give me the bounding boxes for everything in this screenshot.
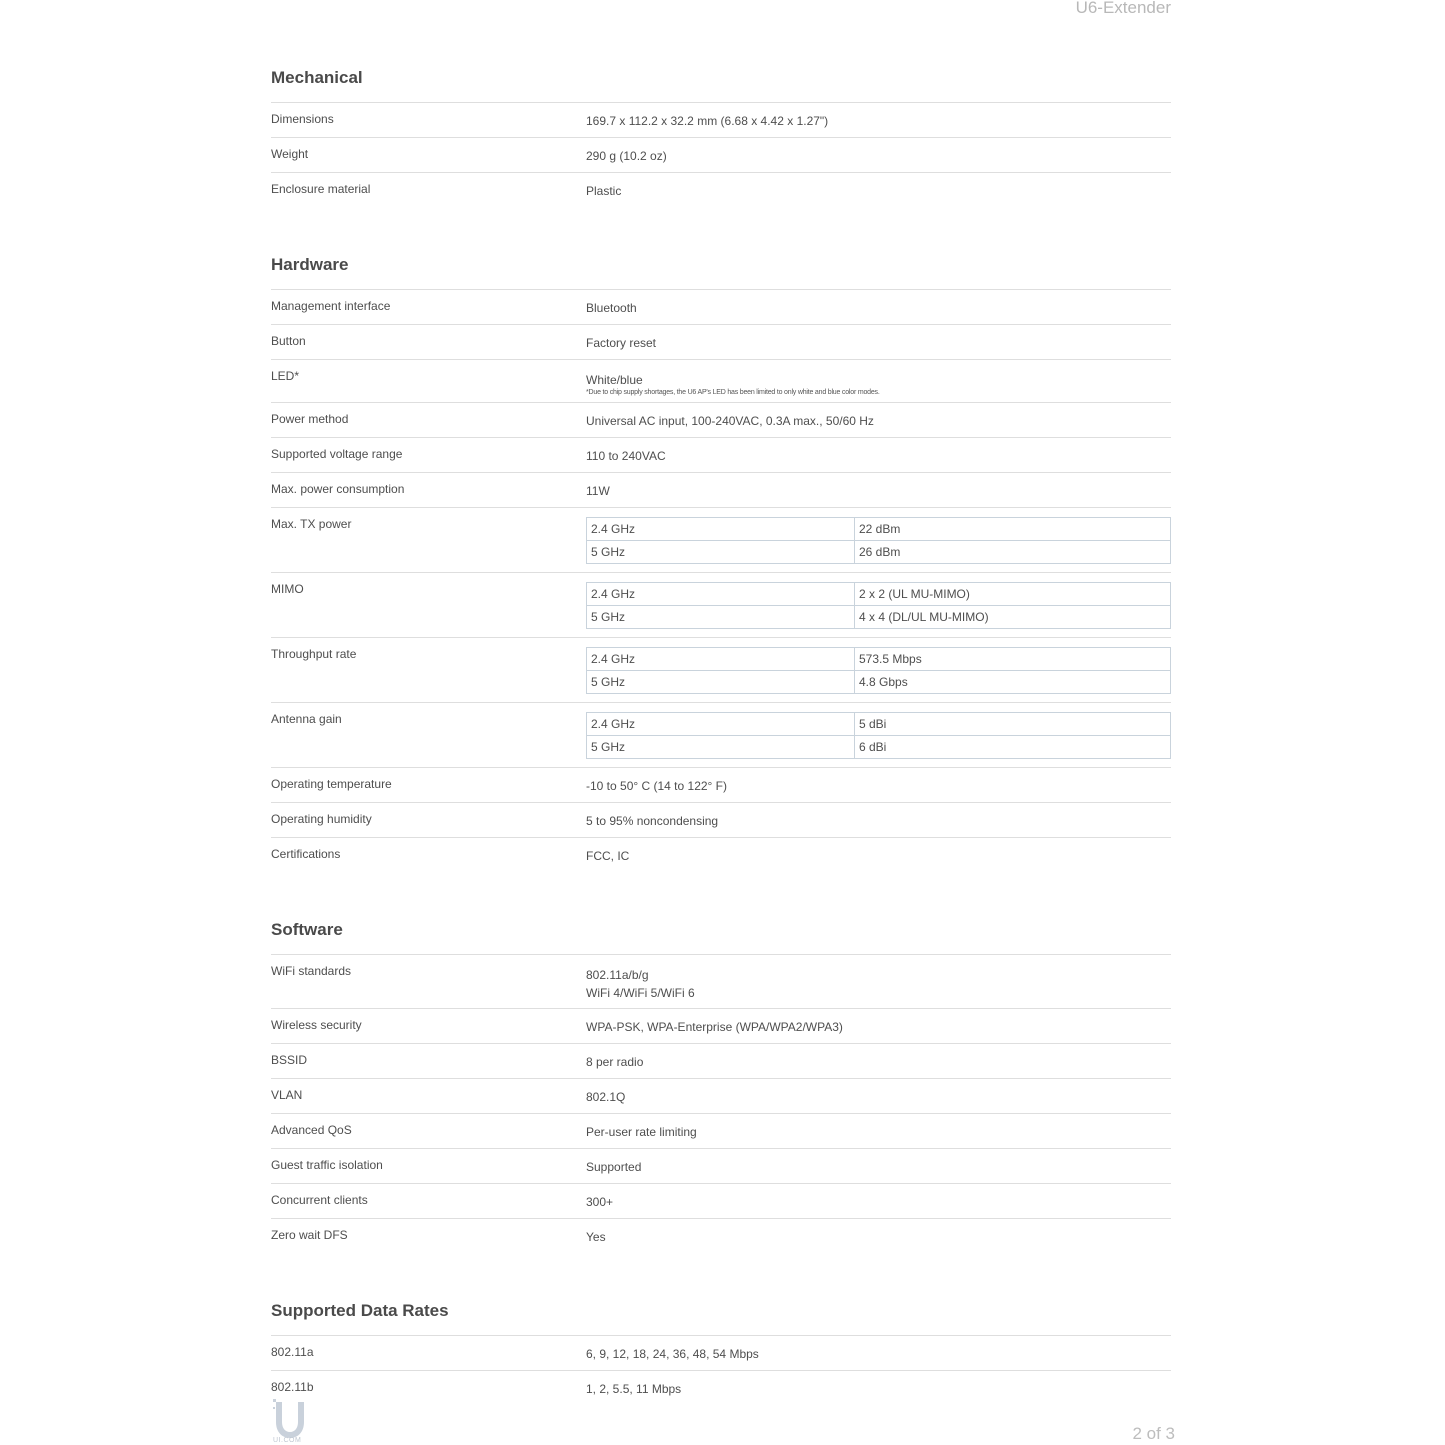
section-title: Mechanical xyxy=(271,62,1171,103)
spec-value: Factory reset xyxy=(586,336,657,350)
band-cell: 2.4 GHz xyxy=(587,583,855,606)
spec-label: Dimensions xyxy=(271,112,334,126)
band-cell: 2.4 GHz xyxy=(587,518,855,541)
band-table xyxy=(586,647,1171,694)
spec-value xyxy=(586,508,1171,572)
spec-label: Supported voltage range xyxy=(271,447,403,461)
spec-value: Per-user rate limiting xyxy=(586,1125,697,1139)
spec-row xyxy=(271,1149,1171,1184)
spec-row xyxy=(271,838,1171,872)
band-value: 26 dBm xyxy=(855,541,1171,564)
wifi-standard-line: 802.11a/b/g xyxy=(586,968,649,982)
band-value: 4 x 4 (DL/UL MU-MIMO) xyxy=(855,606,1171,629)
spec-sheet xyxy=(271,62,1171,1405)
spec-value: Universal AC input, 100-240VAC, 0.3A max., 50/60 Hz xyxy=(586,414,874,428)
led-footnote: *Due to chip supply shortages, the U6 AP's LED has been limited to only white and blue color modes. xyxy=(586,389,880,396)
spec-value: 8 per radio xyxy=(586,1055,644,1069)
section-mechanical xyxy=(271,62,1171,207)
spec-value xyxy=(586,360,1171,402)
spec-value: -10 to 50° C (14 to 122° F) xyxy=(586,779,727,793)
band-table xyxy=(586,582,1171,629)
spec-value: Bluetooth xyxy=(586,301,637,315)
spec-row xyxy=(271,473,1171,508)
spec-row xyxy=(271,325,1171,360)
spec-row xyxy=(271,1219,1171,1253)
spec-value xyxy=(586,573,1171,637)
table-row xyxy=(587,606,1171,629)
spec-value: Supported xyxy=(586,1160,642,1174)
spec-label: Zero wait DFS xyxy=(271,1228,348,1242)
spec-label: Max. TX power xyxy=(271,517,352,531)
spec-row xyxy=(271,1009,1171,1044)
wifi-standard-line: WiFi 4/WiFi 5/WiFi 6 xyxy=(586,986,695,1000)
band-cell: 5 GHz xyxy=(587,541,855,564)
spec-label: Management interface xyxy=(271,299,391,313)
spec-label: Throughput rate xyxy=(271,647,357,661)
spec-row xyxy=(271,403,1171,438)
spec-label: Operating temperature xyxy=(271,777,392,791)
band-value: 22 dBm xyxy=(855,518,1171,541)
spec-row xyxy=(271,803,1171,838)
spec-label: Concurrent clients xyxy=(271,1193,368,1207)
spec-value: FCC, IC xyxy=(586,849,630,863)
spec-row xyxy=(271,290,1171,325)
spec-label: MIMO xyxy=(271,582,304,596)
band-table xyxy=(586,517,1171,564)
spec-value: WPA-PSK, WPA-Enterprise (WPA/WPA2/WPA3) xyxy=(586,1020,843,1034)
spec-row xyxy=(271,138,1171,173)
spec-value: 110 to 240VAC xyxy=(586,449,666,463)
band-cell: 2.4 GHz xyxy=(587,713,855,736)
spec-label: Wireless security xyxy=(271,1018,362,1032)
spec-row xyxy=(271,360,1171,403)
spec-row xyxy=(271,1044,1171,1079)
spec-row xyxy=(271,1371,1171,1405)
spec-row xyxy=(271,768,1171,803)
spec-value: 6, 9, 12, 18, 24, 36, 48, 54 Mbps xyxy=(586,1347,759,1361)
table-row xyxy=(587,671,1171,694)
table-row xyxy=(587,541,1171,564)
spec-label: Max. power consumption xyxy=(271,482,405,496)
spec-value xyxy=(586,638,1171,702)
spec-label: 802.11b xyxy=(271,1380,314,1394)
band-cell: 5 GHz xyxy=(587,606,855,629)
spec-value: 169.7 x 112.2 x 32.2 mm (6.68 x 4.42 x 1.27") xyxy=(586,114,829,128)
band-value: 2 x 2 (UL MU-MIMO) xyxy=(855,583,1171,606)
section-software xyxy=(271,914,1171,1253)
spec-value xyxy=(586,703,1171,767)
spec-label: Advanced QoS xyxy=(271,1123,352,1137)
spec-row xyxy=(271,703,1171,768)
table-row xyxy=(587,648,1171,671)
spec-label: Operating humidity xyxy=(271,812,372,826)
product-name: U6-Extender xyxy=(1075,0,1171,17)
spec-row xyxy=(271,1114,1171,1149)
section-data-rates xyxy=(271,1295,1171,1405)
spec-value xyxy=(586,955,1171,1008)
spec-label: Certifications xyxy=(271,847,341,861)
spec-row xyxy=(271,508,1171,573)
table-row xyxy=(587,713,1171,736)
spec-label: Weight xyxy=(271,147,309,161)
spec-row xyxy=(271,955,1171,1009)
spec-value: Plastic xyxy=(586,184,622,198)
spec-value: 802.1Q xyxy=(586,1090,626,1104)
spec-label: BSSID xyxy=(271,1053,308,1067)
spec-label: LED* xyxy=(271,369,300,383)
logo-text: UI.COM xyxy=(273,1437,302,1444)
section-title: Supported Data Rates xyxy=(271,1295,1171,1336)
section-title: Software xyxy=(271,914,1171,955)
spec-label: Antenna gain xyxy=(271,712,342,726)
spec-row xyxy=(271,1184,1171,1219)
spec-value: Yes xyxy=(586,1230,606,1244)
table-row xyxy=(587,583,1171,606)
band-table xyxy=(586,712,1171,759)
spec-value: 5 to 95% noncondensing xyxy=(586,814,719,828)
page-number: 2 of 3 xyxy=(1132,1424,1175,1443)
spec-label: Enclosure material xyxy=(271,182,371,196)
band-value: 5 dBi xyxy=(855,713,1171,736)
spec-row xyxy=(271,573,1171,638)
band-cell: 2.4 GHz xyxy=(587,648,855,671)
band-value: 4.8 Gbps xyxy=(855,671,1171,694)
table-row xyxy=(587,518,1171,541)
spec-value: 300+ xyxy=(586,1195,614,1209)
spec-label: Guest traffic isolation xyxy=(271,1158,383,1172)
spec-row xyxy=(271,438,1171,473)
spec-row xyxy=(271,103,1171,138)
band-cell: 5 GHz xyxy=(587,671,855,694)
table-row xyxy=(587,736,1171,759)
spec-label: Button xyxy=(271,334,306,348)
spec-row xyxy=(271,638,1171,703)
led-value: White/blue xyxy=(586,373,643,387)
section-hardware xyxy=(271,249,1171,872)
band-value: 6 dBi xyxy=(855,736,1171,759)
section-title: Hardware xyxy=(271,249,1171,290)
spec-value: 1, 2, 5.5, 11 Mbps xyxy=(586,1382,682,1396)
spec-row xyxy=(271,1079,1171,1114)
spec-label: VLAN xyxy=(271,1088,303,1102)
spec-label: WiFi standards xyxy=(271,964,352,978)
band-value: 573.5 Mbps xyxy=(855,648,1171,671)
spec-row xyxy=(271,1336,1171,1371)
spec-label: 802.11a xyxy=(271,1345,314,1359)
spec-label: Power method xyxy=(271,412,349,426)
spec-value: 290 g (10.2 oz) xyxy=(586,149,667,163)
spec-row xyxy=(271,173,1171,207)
spec-value: 11W xyxy=(586,484,610,498)
band-cell: 5 GHz xyxy=(587,736,855,759)
